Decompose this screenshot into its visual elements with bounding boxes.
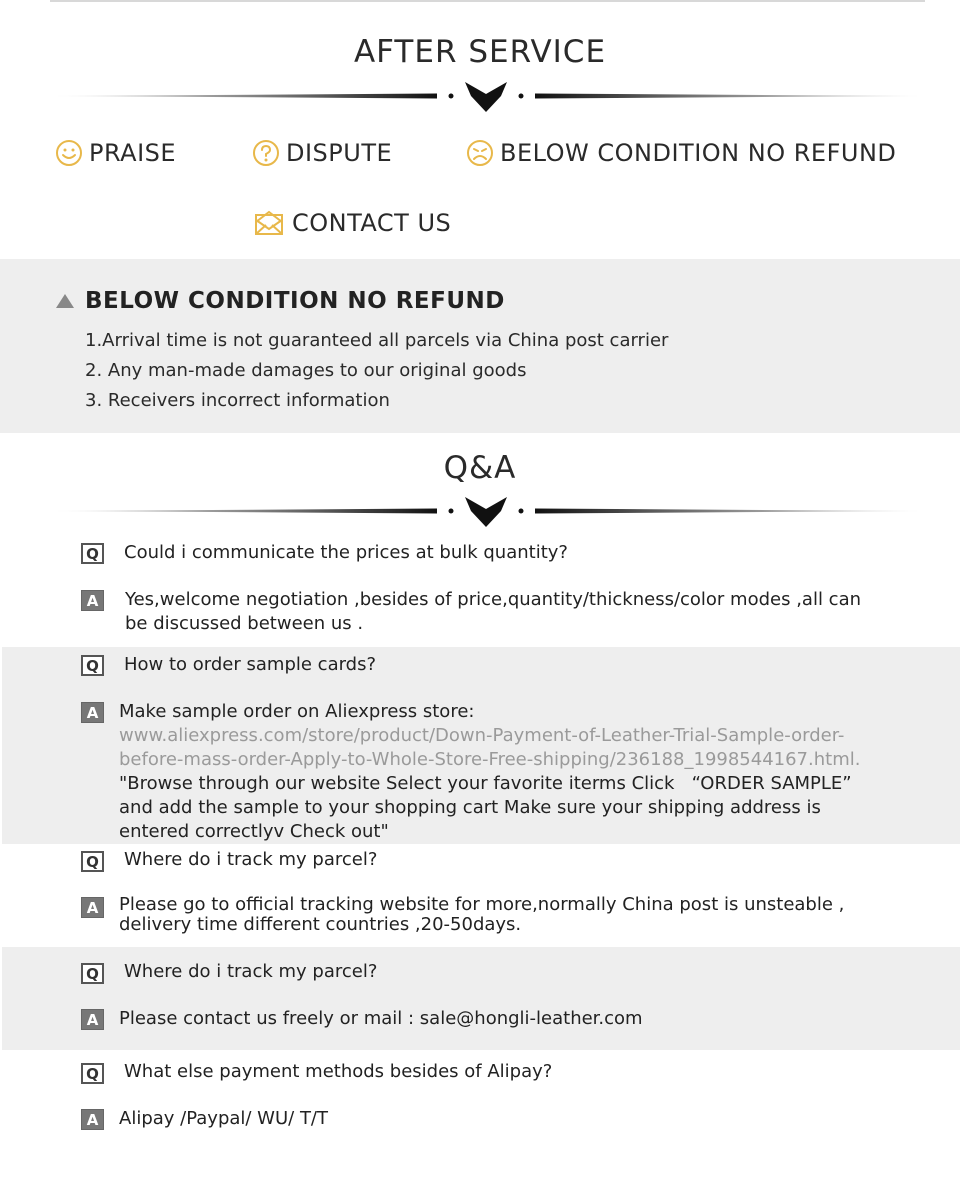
envelope-icon: [254, 209, 284, 237]
question-text: What else payment methods besides of Alipay?: [124, 1061, 553, 1082]
smiley-icon: [55, 139, 83, 167]
no-refund-heading: BELOW CONDITION NO REFUND: [55, 288, 505, 314]
question-badge: Q: [81, 655, 104, 676]
ornament-divider-icon: [55, 491, 920, 531]
question-text: Could i communicate the prices at bulk quantity?: [124, 542, 568, 563]
question-badge: Q: [81, 963, 104, 984]
qa-title: Q&A: [443, 450, 517, 486]
answer-badge: A: [81, 702, 104, 723]
store-link[interactable]: www.aliexpress.com/store/product/Down-Payment-of-Leather-Trial-Sample-order-: [119, 725, 845, 746]
nav-contact[interactable]: [254, 209, 451, 237]
nav-dispute[interactable]: [252, 139, 392, 167]
question-badge: Q: [81, 1063, 104, 1084]
ornament-divider-icon: [55, 76, 920, 116]
question-text: Where do i track my parcel?: [124, 849, 378, 870]
nav-praise[interactable]: [55, 139, 176, 167]
answer-badge: A: [81, 590, 104, 611]
after-service-title: AFTER SERVICE: [353, 34, 607, 70]
nav-dispute-label: DISPUTE: [286, 139, 393, 167]
sad-face-icon: [466, 139, 494, 167]
answer-badge: A: [81, 1109, 104, 1130]
top-divider: [50, 0, 925, 2]
answer-badge: A: [81, 1009, 104, 1030]
answer-text: Alipay /Paypal/ WU/ T/T: [119, 1108, 328, 1129]
question-badge: Q: [81, 851, 104, 872]
triangle-icon: [55, 293, 75, 309]
answer-badge: A: [81, 897, 104, 918]
store-link[interactable]: before-mass-order-Apply-to-Whole-Store-Free-shipping/236188_1998544167.html.: [119, 749, 861, 770]
nav-no-refund[interactable]: [466, 139, 896, 167]
nav-praise-label: PRAISE: [89, 139, 177, 167]
question-icon: [252, 139, 280, 167]
answer-text: Make sample order on Aliexpress store: www.aliexpress.com/store/product/Down-Payment-of-Leather-Trial-Sample-order- before-mass-order-Apply-to-Whole-Store-Free-shipping/236188_1998544167.html. "Browse through our website Select your favorite iterms Click “ORDER SAMPLE” and add the sample to your shopping cart Make sure your shipping address is entered correctlyv Check out": [119, 701, 861, 842]
nav-contact-label: CONTACT US: [292, 209, 452, 237]
condition-item: 1.Arrival time is not guaranteed all parcels via China post carrier: [85, 330, 669, 351]
condition-item: 2. Any man-made damages to our original goods: [85, 360, 527, 381]
question-text: Where do i track my parcel?: [124, 961, 378, 982]
answer-text: Yes,welcome negotiation ,besides of price,quantity/thickness/color modes ,all can be discussed between us .: [125, 589, 862, 634]
answer-text: Please go to official tracking website for more,normally China post is unsteable , delivery time different countries ,20-50days.: [119, 894, 845, 935]
nav-no-refund-label: BELOW CONDITION NO REFUND: [500, 139, 897, 167]
question-text: How to order sample cards?: [124, 654, 377, 675]
answer-text: Please contact us freely or mail : sale@hongli-leather.com: [119, 1008, 643, 1029]
question-badge: Q: [81, 543, 104, 564]
condition-item: 3. Receivers incorrect information: [85, 390, 390, 411]
